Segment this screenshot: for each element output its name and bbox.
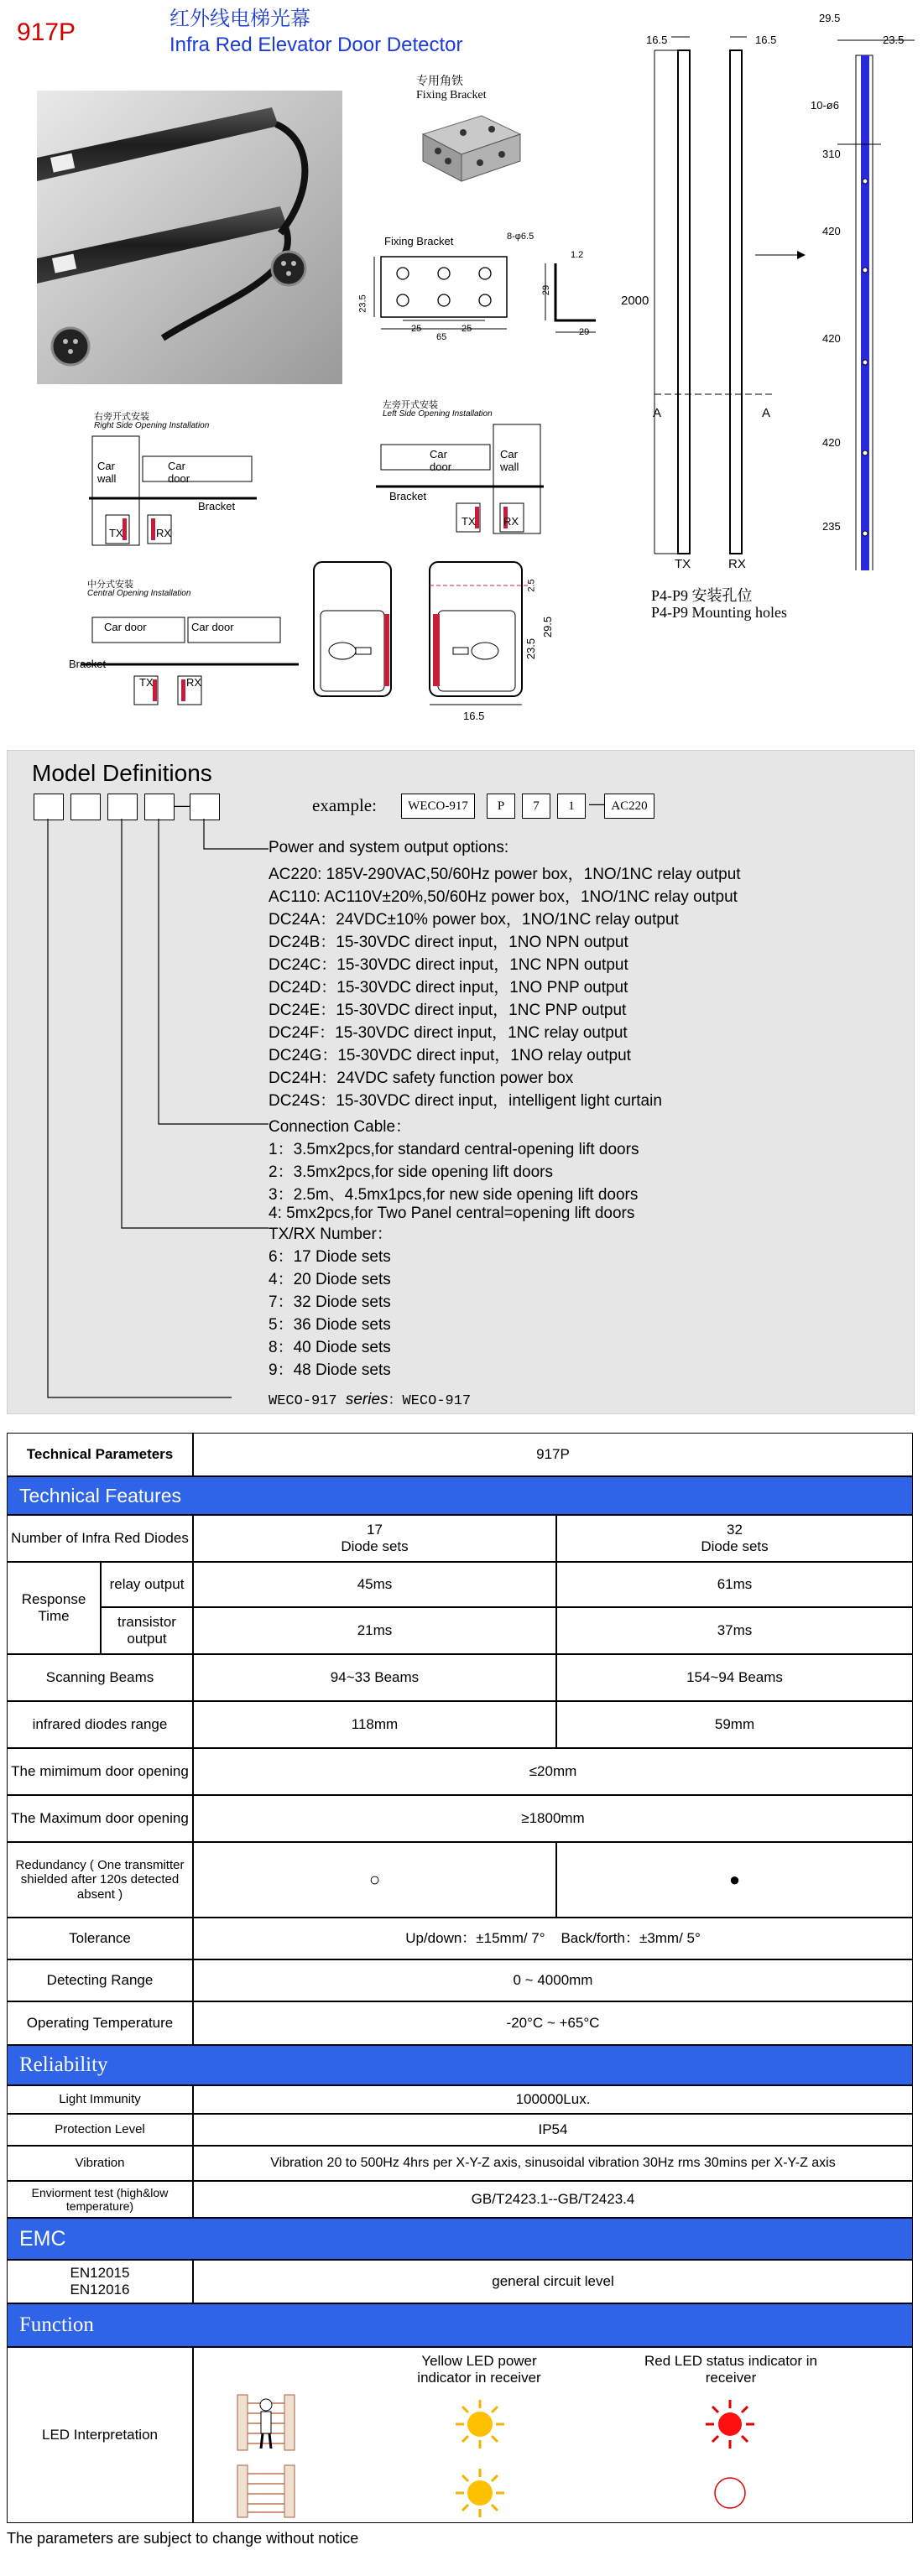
emc-value: general circuit level <box>193 2260 913 2303</box>
code-box-5 <box>190 794 220 820</box>
right-car-wall: Car wall <box>97 460 117 485</box>
txrx-number-heading: TX/RX Number： <box>269 1226 393 1243</box>
title-english: Infra Red Elevator Door Detector <box>169 34 463 56</box>
txrx-option-8: 8：40 Diode sets <box>269 1339 391 1356</box>
environment-test-value: GB/T2423.1--GB/T2423.4 <box>193 2181 913 2218</box>
left-car-wall: Car wall <box>500 448 519 473</box>
example-label: example: <box>312 795 377 815</box>
technical-features-header: Technical Features <box>7 1476 913 1515</box>
option-dc24g: DC24G：15-30VDC direct input，1NO relay output <box>269 1047 631 1064</box>
dim-29-a: 29 <box>541 284 552 296</box>
transistor-17: 21ms <box>193 1607 556 1654</box>
yellow-led-caption: Yellow LED power indicator in receiver <box>417 2353 541 2386</box>
min-door-value: ≤20mm <box>193 1748 913 1795</box>
dim-65: 65 <box>436 332 447 342</box>
reliability-header: Reliability <box>7 2045 913 2085</box>
option-ac220: AC220: 185V-290VAC,50/60Hz power box，1NO/1NC relay output <box>269 866 741 883</box>
txrx-option-9: 9：48 Diode sets <box>269 1361 391 1379</box>
scanning-32: 154~94 Beams <box>556 1654 913 1701</box>
vibration-label: Vibration <box>7 2146 193 2181</box>
bracket-caption-en: Fixing Bracket <box>416 89 487 101</box>
side-dim-310: 310 <box>822 148 841 160</box>
model-code: 917P <box>17 18 76 46</box>
hole-dimension: 8-φ6.5 <box>507 232 535 242</box>
right-rx: RX <box>156 527 172 539</box>
relay-17: 45ms <box>193 1562 556 1607</box>
option-dc24c: DC24C：15-30VDC direct input，1NC NPN output <box>269 956 628 974</box>
red-led-off-icon <box>704 2467 756 2519</box>
elev-dim-16-5-b: 16.5 <box>755 34 777 46</box>
red-led-caption: Red LED status indicator in receiver <box>644 2353 817 2386</box>
diode-sets-32: Diode sets <box>701 1538 769 1554</box>
led-interpretation-label: LED Interpretation <box>7 2347 193 2523</box>
diode-sets-17: Diode sets <box>341 1538 409 1554</box>
diode-range-label: infrared diodes range <box>7 1701 193 1748</box>
curtain-person-blocked-icon <box>236 2393 296 2452</box>
relay-32: 61ms <box>556 1562 913 1607</box>
elev-dim-2000: 2000 <box>621 294 649 308</box>
vibration-value: Vibration 20 to 500Hz 4hrs per X-Y-Z axis, sinusoidal vibration 30Hz rms 30mins per X-Y-Z axis <box>193 2146 913 2181</box>
left-car-door: Car door <box>430 448 452 473</box>
central-rx: RX <box>186 676 202 689</box>
tolerance-value: Up/down：±15mm/ 7° Back/forth：±3mm/ 5° <box>193 1918 913 1959</box>
cable-option-1: 1：3.5mx2pcs,for standard central-opening lift doors <box>269 1141 639 1158</box>
side-dim-420-c: 420 <box>822 436 841 449</box>
option-dc24b: DC24B：15-30VDC direct input，1NO NPN output <box>269 934 628 951</box>
bracket-caption-cn: 专用角铁 <box>416 75 463 88</box>
curtain-clear-icon <box>236 2464 296 2519</box>
section-dim-16-5: 16.5 <box>463 710 485 722</box>
en12016: EN12016 <box>70 2282 130 2298</box>
left-install-diagram <box>376 419 544 554</box>
example-part-power: AC220 <box>604 794 654 819</box>
cable-option-2: 2：3.5mx2pcs,for side opening lift doors <box>269 1163 554 1181</box>
central-install-cn: 中分式安装 <box>87 580 133 590</box>
detecting-range-label: Detecting Range <box>7 1959 193 2001</box>
side-dim-235: 235 <box>822 520 841 533</box>
light-immunity-value: 100000Lux. <box>193 2085 913 2114</box>
code-box-2 <box>70 794 101 820</box>
diodes-17: 17 <box>367 1522 383 1538</box>
section-dim-2-5: 2.5 <box>526 579 537 592</box>
left-install-en: Left Side Opening Installation <box>383 409 493 419</box>
tolerance-label: Tolerance <box>7 1918 193 1959</box>
tech-params-value: 917P <box>193 1433 913 1476</box>
redundancy-32: ● <box>556 1842 913 1918</box>
series-word: series <box>345 1391 388 1408</box>
model-definitions-title: Model Definitions <box>32 760 212 786</box>
cable-option-3: 3：2.5m、4.5mx1pcs,for new side opening lift doors <box>269 1186 639 1204</box>
txrx-option-6: 6：17 Diode sets <box>269 1248 391 1266</box>
max-door-label: The Maximum door opening <box>7 1795 193 1842</box>
diodes-32: 32 <box>727 1522 743 1538</box>
yellow-led-on-icon <box>454 2398 506 2450</box>
series-line <box>269 1387 471 1409</box>
spec-table <box>7 1433 913 2523</box>
range-32: 59mm <box>556 1701 913 1748</box>
section-dim-23-5: 23.5 <box>524 637 538 660</box>
side-view-drawing <box>831 34 923 570</box>
example-part-diodes: P <box>487 794 515 819</box>
dim-1-2: 1.2 <box>571 250 584 260</box>
left-bracket: Bracket <box>389 490 427 502</box>
connector-left <box>52 328 89 365</box>
dim-25-b: 25 <box>462 324 472 334</box>
redundancy-17: ○ <box>193 1842 556 1918</box>
code-box-3 <box>107 794 138 820</box>
option-dc24f: DC24F：15-30VDC direct input，1NC relay output <box>269 1024 628 1042</box>
light-immunity-label: Light Immunity <box>7 2085 193 2114</box>
code-box-1 <box>34 794 64 820</box>
left-install-cn: 左旁开式安装 <box>383 400 438 410</box>
mounting-holes-en: P4-P9 Mounting holes <box>651 604 788 621</box>
central-install-diagram <box>81 601 307 710</box>
right-install-cn: 右旁开式安装 <box>94 412 149 422</box>
emc-standards <box>7 2260 193 2303</box>
right-install-en: Right Side Opening Installation <box>94 421 210 430</box>
function-header: Function <box>7 2303 913 2347</box>
right-tx: TX <box>109 527 123 539</box>
option-dc24s: DC24S：15-30VDC direct input，intelligent light curtain <box>269 1092 662 1110</box>
max-door-value: ≥1800mm <box>193 1795 913 1842</box>
left-rx: RX <box>503 515 519 528</box>
central-tx: TX <box>139 676 154 689</box>
redundancy-label: Redundancy ( One transmitter shielded after 120s detected absent ) <box>7 1842 193 1918</box>
elev-section-a-right: A <box>762 406 771 420</box>
mounting-holes-cn: P4-P9 安装孔位 <box>651 587 753 604</box>
scanning-17: 94~33 Beams <box>193 1654 556 1701</box>
detecting-range-value: 0 ~ 4000mm <box>193 1959 913 2001</box>
elev-dim-16-5-a: 16.5 <box>646 34 668 46</box>
code-dash: — <box>175 797 190 814</box>
option-dc24e: DC24E：15-30VDC direct input，1NC PNP output <box>269 1002 627 1019</box>
arrow-icon <box>755 247 806 263</box>
elev-rx: RX <box>728 557 746 571</box>
protection-level-value: IP54 <box>193 2114 913 2146</box>
relay-output-label: relay output <box>101 1562 193 1607</box>
footer-note: The parameters are subject to change without notice <box>7 2530 359 2547</box>
diodes-32-cell <box>556 1515 913 1562</box>
connector-right <box>272 252 305 285</box>
section-dim-29-5: 29.5 <box>541 616 555 638</box>
operating-temp-value: -20°C ~ +65°C <box>193 2001 913 2045</box>
side-dim-420-b: 420 <box>822 332 841 345</box>
central-bracket: Bracket <box>69 658 107 670</box>
example-part-series: WECO-917 <box>401 794 475 819</box>
example-part-cable: 1 <box>557 794 586 819</box>
yellow-led-on-icon-2 <box>454 2467 506 2519</box>
scanning-beams-label: Scanning Beams <box>7 1654 193 1701</box>
diodes-label: Number of Infra Red Diodes <box>7 1515 193 1562</box>
protection-level-label: Protection Level <box>7 2114 193 2146</box>
model-tree-lines <box>25 819 277 1406</box>
range-17: 118mm <box>193 1701 556 1748</box>
min-door-label: The mimimum door opening <box>7 1748 193 1795</box>
option-dc24a: DC24A：24VDC±10% power box，1NO/1NC relay output <box>269 911 679 929</box>
title-chinese: 红外线电梯光幕 <box>169 8 310 30</box>
right-bracket: Bracket <box>198 500 236 513</box>
transistor-32: 37ms <box>556 1607 913 1654</box>
emc-header: EMC <box>7 2218 913 2260</box>
right-car-door: Car door <box>168 460 190 485</box>
txrx-option-5: 5：36 Diode sets <box>269 1316 391 1334</box>
dim-23-5: 23.5 <box>357 294 368 313</box>
red-led-on-icon <box>704 2398 756 2450</box>
side-dim-29-5: 29.5 <box>819 12 841 24</box>
option-dc24h: DC24H：24VDC safety function power box <box>269 1069 574 1087</box>
side-dim-23-5: 23.5 <box>883 34 905 46</box>
elev-tx: TX <box>675 557 691 571</box>
option-ac110: AC110: AC110V±20%,50/60Hz power box，1NO/1NC relay output <box>269 888 738 906</box>
central-car-door-2: Car door <box>191 621 234 633</box>
operating-temp-label: Operating Temperature <box>7 2001 193 2045</box>
transistor-output-label: transistor output <box>101 1607 193 1654</box>
power-options-heading: Power and system output options: <box>269 839 509 856</box>
series-suffix: ：WECO-917 <box>388 1393 472 1409</box>
bracket-drawing <box>369 248 604 349</box>
cable-option-4: 4: 5mx2pcs,for Two Panel central=opening lift doors <box>269 1205 635 1222</box>
side-dim-420-a: 420 <box>822 225 841 237</box>
txrx-option-7: 7：32 Diode sets <box>269 1293 391 1311</box>
en12015: EN12015 <box>70 2265 130 2282</box>
bracket-photo <box>415 114 524 183</box>
series-prefix: WECO-917 <box>269 1393 346 1409</box>
side-dim-holes: 10-ø6 <box>811 99 839 112</box>
tech-params-label: Technical Parameters <box>7 1433 193 1476</box>
central-car-door-1: Car door <box>104 621 147 633</box>
environment-test-label: Enviorment test (high&low temperature) <box>7 2181 193 2218</box>
led-interpretation-cell <box>193 2347 913 2523</box>
product-photo <box>37 91 342 384</box>
txrx-option-4: 4：20 Diode sets <box>269 1271 391 1288</box>
left-tx: TX <box>462 515 476 528</box>
elev-section-a-left: A <box>653 406 662 420</box>
example-part-txrx: 7 <box>522 794 550 819</box>
code-box-4 <box>144 794 175 820</box>
example-dash: — <box>589 795 604 812</box>
dim-29-b: 29 <box>579 327 590 337</box>
fixing-bracket-label: Fixing Bracket <box>384 235 454 247</box>
option-dc24d: DC24D：15-30VDC direct input，1NO PNP output <box>269 979 628 997</box>
response-time-label: Response Time <box>7 1562 101 1654</box>
connection-cable-heading: Connection Cable： <box>269 1118 412 1136</box>
central-install-en: Central Opening Installation <box>87 589 191 598</box>
diodes-17-cell <box>193 1515 556 1562</box>
dim-25-a: 25 <box>411 324 422 334</box>
